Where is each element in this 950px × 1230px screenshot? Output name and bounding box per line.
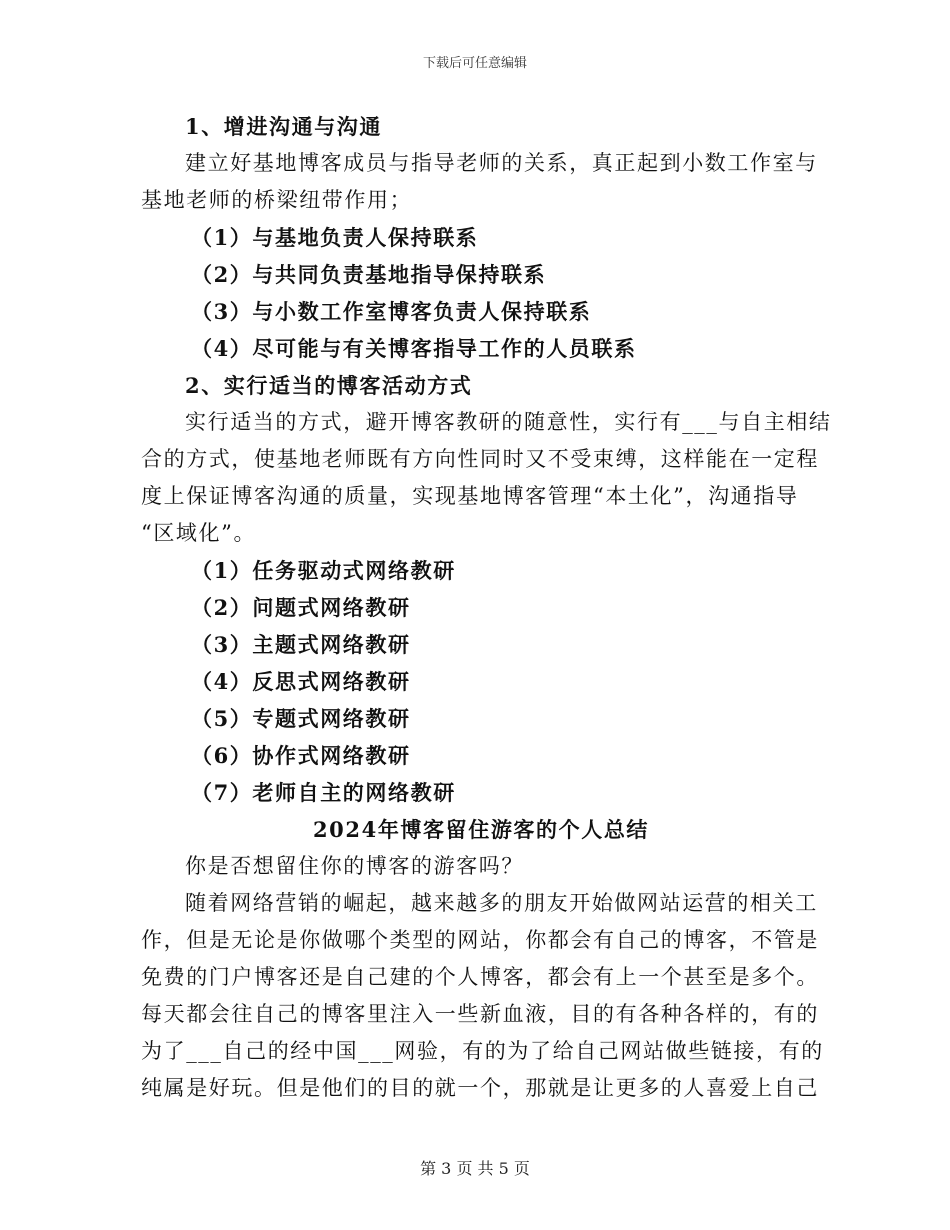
list-item: （3）主题式网络教研 [191,632,411,657]
list-item: （4）反思式网络教研 [191,669,411,694]
list-item: （7）老师自主的网络教研 [191,780,456,805]
paragraph-line: 为了___自己的经中国___网验，有的为了给自己网站做些链接，有的 [141,1039,824,1063]
list-item: （3）与小数工作室博客负责人保持联系 [191,299,592,324]
paragraph-line: 建立好基地博客成员与指导老师的关系，真正起到小数工作室与 [185,151,818,175]
document-body [141,108,832,1107]
paragraph-line: 纯属是好玩。但是他们的目的就一个，那就是让更多的人喜爱上自己 [141,1076,819,1100]
paragraph-line: 随着网络营销的崛起，越来越多的朋友开始做网站运营的相关工 [185,891,818,915]
article-title: 2024年博客留住游客的个人总结 [312,817,650,842]
paragraph-line: 合的方式，使基地老师既有方向性同时又不受束缚，这样能在一定程 [141,447,819,471]
list-item: （2）与共同负责基地指导保持联系 [191,262,547,287]
list-item: （2）问题式网络教研 [191,595,411,620]
paragraph-line: 实行适当的方式，避开博客教研的随意性，实行有___与自主相结 [185,410,832,434]
paragraph-line: 度上保证博客沟通的质量，实现基地博客管理“本土化”，沟通指导 [141,484,799,508]
paragraph-line: 作，但是无论是你做哪个类型的网站，你都会有自己的博客，不管是 [141,928,819,952]
paragraph-line: “区域化”。 [141,521,257,545]
list-item: （4）尽可能与有关博客指导工作的人员联系 [191,336,637,361]
paragraph-line: 免费的门户博客还是自己建的个人博客，都会有上一个甚至是多个。 [141,965,819,989]
list-item: （1）任务驱动式网络教研 [191,558,456,583]
list-item: （6）协作式网络教研 [191,743,411,768]
page-header: 下载后可任意编辑 [422,56,527,71]
article-lead: 你是否想留住你的博客的游客吗？ [185,854,524,878]
section-heading-1: 1、增进沟通与沟通 [185,114,383,139]
paragraph-line: 每天都会往自己的博客里注入一些新血液，目的有各种各样的，有的 [141,1002,819,1026]
list-item: （5）专题式网络教研 [191,706,411,731]
section-heading-2: 2、实行适当的博客活动方式 [185,373,473,398]
page-footer: 第 3 页 共 5 页 [420,1159,530,1178]
paragraph-line: 基地老师的桥梁纽带作用； [141,188,413,212]
list-item: （1）与基地负责人保持联系 [191,225,479,250]
